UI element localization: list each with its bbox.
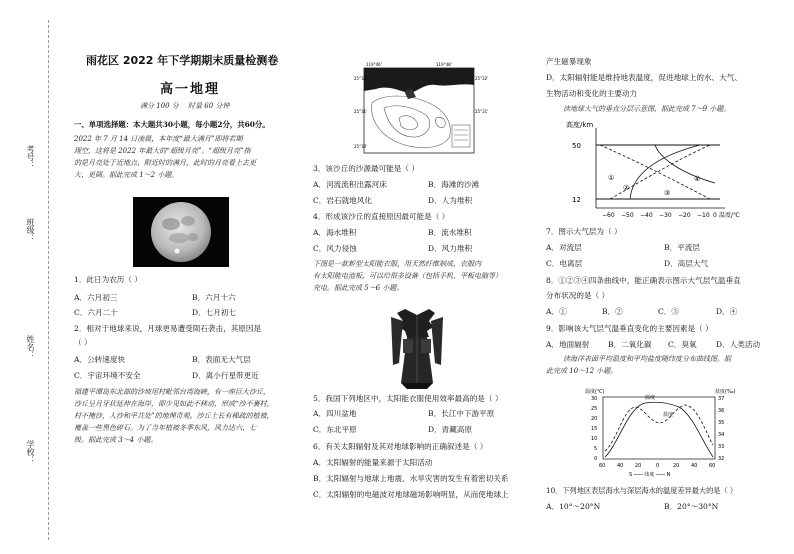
- q5-stem: 5．我国下列地区中，太阳能衣服使用效率最高的是（ ）: [313, 394, 503, 403]
- atmo-ylabel: 高度/km: [566, 121, 594, 129]
- atmo-xtick: −10: [697, 212, 710, 219]
- atmosphere-chart: [560, 118, 770, 218]
- ocean-left-tick: 30: [591, 396, 598, 402]
- q4-option-d[interactable]: D．风力堆积: [428, 244, 473, 253]
- intro-line: 2022 年 7 月 14 日凌晨，本年度“最大满月”即将若期: [74, 135, 243, 143]
- atmo-xtick: −60: [602, 212, 615, 219]
- q4-option-c[interactable]: C．风力侵蚀: [313, 244, 357, 253]
- q10-option-b[interactable]: B．20°～30°N: [664, 502, 719, 511]
- q5-option-a[interactable]: A．四川盆地: [313, 409, 357, 418]
- ocean-x-tick: 60: [709, 463, 716, 469]
- passage-line: 村不掩沙，人沙和平共处”的地理奇观。沙丘上长有稀疏的植被，: [74, 412, 274, 420]
- ocean-left-tick: 5: [594, 446, 598, 452]
- q8-option-c[interactable]: C．③: [658, 307, 679, 316]
- name-label: 姓名：: [26, 335, 35, 359]
- temperature-curve: [605, 402, 713, 457]
- ocean-right-tick: 33: [718, 444, 725, 450]
- q7-option-b[interactable]: B．平流层: [664, 243, 700, 252]
- section-heading: 一、单项选择题：本大题共30小题，每小题2分，共60分。: [74, 120, 270, 129]
- solar-jacket-image: [383, 303, 451, 389]
- ocean-x-tick: 0: [656, 463, 660, 469]
- ocean-x-tick: 40: [691, 463, 698, 469]
- q9-stem: 9．影响该大气层气温垂直变化的主要因素是（ ）: [546, 324, 713, 333]
- q2-stem: 2．相对于地球来说，月球更易遭受陨石袭击，其原因是: [74, 324, 262, 333]
- q2-option-d[interactable]: D．离小行星带更近: [192, 371, 259, 380]
- passage-line: 级。据此完成 3～4 小题。: [74, 436, 158, 444]
- ocean-x-tick: 20: [635, 463, 642, 469]
- exam-title: 雨花区 2022 年下学期期末质量检测卷: [86, 54, 279, 67]
- q7-option-d[interactable]: D．高层大气: [664, 259, 709, 268]
- passage-line: 下图是一款新型太阳能衣服，用天然纤维制成，衣服内: [313, 260, 481, 268]
- intro-line: 大、更圆。据此完成 1～2 小题。: [74, 171, 179, 179]
- atmo-xtick: −40: [640, 212, 653, 219]
- q8-option-a[interactable]: A．①: [546, 307, 567, 316]
- ocean-right-tick: 32: [718, 456, 725, 462]
- ocean-left-tick: 25: [591, 406, 598, 412]
- class-label: 班级：: [26, 218, 35, 242]
- ocean-right-tick: 37: [718, 396, 725, 402]
- q9-option-c[interactable]: C．臭氧: [668, 340, 697, 349]
- sand-dune-map: [354, 62, 489, 158]
- q4-option-b[interactable]: B．流水堆积: [428, 228, 472, 237]
- intro-passage: [74, 133, 300, 181]
- moon-photo: [133, 197, 229, 267]
- passage-line: 读海洋表面平均温度和平均盐度随纬度分布曲线图。据: [563, 355, 731, 363]
- subject-title: 高一地理: [160, 82, 221, 97]
- q5-option-d[interactable]: D．青藏高原: [428, 425, 473, 434]
- passage-3-4: [74, 386, 300, 446]
- ocean-left-tick: 20: [591, 416, 598, 422]
- q3-option-a[interactable]: A．河流流积出露河床: [313, 180, 387, 189]
- atmosphere-svg: [560, 118, 770, 218]
- q7-option-a[interactable]: A．对流层: [546, 243, 582, 252]
- q1-option-a[interactable]: A．六月初三: [74, 293, 118, 302]
- ocean-x-tick: 60: [599, 463, 606, 469]
- q10-option-a[interactable]: A．10°～20°N: [546, 502, 601, 511]
- intro-line: 的是月亮处于近地点、附近时的满月，此时的月亮看上去更: [74, 159, 256, 167]
- passage-line: 覆盖一些黑色碎石。为了当年植被冬季东风，风力达六、七: [74, 424, 256, 432]
- q9-option-b[interactable]: B．二氧化碳: [608, 340, 652, 349]
- passage-line: 有太阳能电池板，可以给很多设备（包括手机、平板电脑等）: [313, 272, 502, 280]
- ocean-left-tick: 10: [591, 436, 598, 442]
- q3-stem: 3．该沙丘的沙源最可能是（ ）: [313, 164, 419, 173]
- ocean-right-tick: 34: [718, 432, 725, 438]
- q7-option-c[interactable]: C．电离层: [546, 259, 583, 268]
- passage-7-9: 读地球大气的垂直分层示意图，据此完成 7～9 小题。: [563, 105, 731, 113]
- atmo-curve-label: ①: [608, 174, 615, 182]
- q6-option-a[interactable]: A．太阳辐射的能量来源于太阳活动: [313, 458, 433, 467]
- q2-option-b[interactable]: B．表面无大气层: [192, 355, 251, 364]
- passage-line: 充电。据此完成 5～6 小题。: [313, 284, 404, 292]
- q2-stem-brackets: （ ）: [74, 338, 92, 347]
- ocean-x-caption: S ─── 纬度 ─── N: [629, 472, 671, 478]
- atmo-ytick-bottom: 12: [572, 196, 581, 204]
- ocean-chart: [583, 385, 753, 480]
- salinity-label: 盐度: [663, 412, 674, 418]
- map-lat-label: 25°30': [354, 144, 368, 149]
- q6-option-d[interactable]: D．太阳辐射能是维持地表温度，促进地球上的水、大气、: [546, 73, 742, 82]
- passage-5-6: [313, 258, 538, 294]
- passage-line: 福建平潭岛东北部的沙坡尾村毗邻台湾海峡，有一座巨大沙丘，: [74, 388, 270, 396]
- q1-option-b[interactable]: B．六月十六: [192, 293, 236, 302]
- atmo-curve-label: ③: [664, 189, 671, 197]
- atmo-xtick: −30: [659, 212, 672, 219]
- q1-option-c[interactable]: C．六月二十: [74, 308, 118, 317]
- atmo-xlabel: 温度/℃: [719, 212, 740, 219]
- q7-stem: 7．图示大气层为（ ）: [546, 227, 622, 236]
- ocean-x-tick: 40: [617, 463, 624, 469]
- solar-clothing-photo: [383, 303, 451, 389]
- q8-option-b[interactable]: B．②: [602, 307, 623, 316]
- ocean-x-tick: 20: [673, 463, 680, 469]
- atmo-xtick: −20: [678, 212, 691, 219]
- map-lat-label: 25°32': [475, 76, 489, 81]
- binding-line: [48, 20, 49, 540]
- map-lon-label: 119°48': [436, 62, 452, 67]
- ocean-left-tick: 15: [591, 426, 598, 432]
- q9-option-d[interactable]: D．人类活动: [716, 340, 761, 349]
- ocean-svg: [583, 385, 753, 480]
- ocean-right-tick: 36: [718, 408, 725, 414]
- passage-10-12: [546, 353, 778, 377]
- exam-number-label: 考号：: [26, 145, 35, 169]
- q2-option-a[interactable]: A．公转速度快: [74, 355, 126, 364]
- q5-option-c[interactable]: C．东北平原: [313, 425, 357, 434]
- school-label: 学校：: [26, 440, 35, 464]
- ocean-right-tick: 35: [718, 420, 725, 426]
- q8-stem-continued: 分布状况的是（ ）: [546, 291, 610, 300]
- passage-line: 沙丘呈月牙状延伸在海岸，即少见如此不移动，形成“沙不裹村，: [74, 400, 274, 408]
- q5-option-b[interactable]: B．长江中下游平原: [428, 409, 495, 418]
- q6-option-d-continued: 生物活动和变化的主要动力: [546, 89, 638, 98]
- atmo-xtick: 0: [713, 212, 717, 219]
- q3-option-c[interactable]: C．岩石就地风化: [313, 196, 372, 205]
- q8-option-d[interactable]: D．④: [716, 307, 738, 316]
- q4-stem: 4．形成该沙丘的直接原因最可能是（ ）: [313, 212, 450, 221]
- intro-line: 现空，这将是 2022 年最大的“超级月亮”。“超级月亮”指: [74, 147, 251, 155]
- map-lat-label: 25°31': [354, 109, 368, 114]
- q9-option-a[interactable]: A．地面辐射: [546, 340, 590, 349]
- topographic-map: [354, 62, 489, 158]
- temperature-label: 温度: [645, 395, 656, 401]
- ocean-left-tick: 0: [594, 456, 598, 462]
- atmo-ytick-top: 50: [572, 142, 581, 150]
- q3-option-d[interactable]: D．人为堆积: [428, 196, 473, 205]
- map-lat-label: 25°31': [475, 109, 489, 114]
- atmo-xtick: −50: [621, 212, 634, 219]
- map-lon-label: 119°46': [366, 62, 382, 67]
- ocean-ylabel-left: 温度(℃): [585, 389, 605, 395]
- q6-stem: 6．有关太阳辐射及其对地球影响的正确叙述是（ ）: [313, 442, 488, 451]
- ocean-ylabel-right: 盐度(‰): [715, 389, 736, 395]
- q3-option-b[interactable]: B．海滩的沙滩: [428, 180, 480, 189]
- atmo-curve-4: [655, 145, 715, 183]
- q6-option-b[interactable]: B．太阳辐射与地球上地震、水旱灾害的发生有着密切关系: [313, 474, 509, 483]
- q1-option-d[interactable]: D．七月初七: [192, 308, 237, 317]
- q1-stem: 1．此日为农历（ ）: [74, 275, 142, 284]
- q10-stem: 10．下列地区表层海水与深层海水的温度差异最大的是（ ）: [546, 486, 738, 495]
- passage-line: 此完成 10～12 小题。: [546, 367, 618, 375]
- q4-option-a[interactable]: A．海水堆积: [313, 228, 357, 237]
- q6-option-c[interactable]: C．太阳辐射的电磁波对地球磁场影响明显，从而使地球上: [313, 490, 509, 499]
- score-time: 满分 100 分 时量 60 分钟: [140, 102, 230, 110]
- q2-option-c[interactable]: C．宇宙环境不安全: [74, 371, 141, 380]
- atmo-curve-label: ②: [623, 184, 630, 192]
- q8-stem: 8．①②③④四条曲线中，能正确表示图示大气层气温垂直: [546, 276, 741, 285]
- q6-c-continued: 产生磁暴现象: [546, 57, 592, 66]
- moon-image: [133, 197, 229, 267]
- atmo-curve-label: ④: [694, 175, 701, 183]
- map-lat-label: 25°32': [354, 76, 368, 81]
